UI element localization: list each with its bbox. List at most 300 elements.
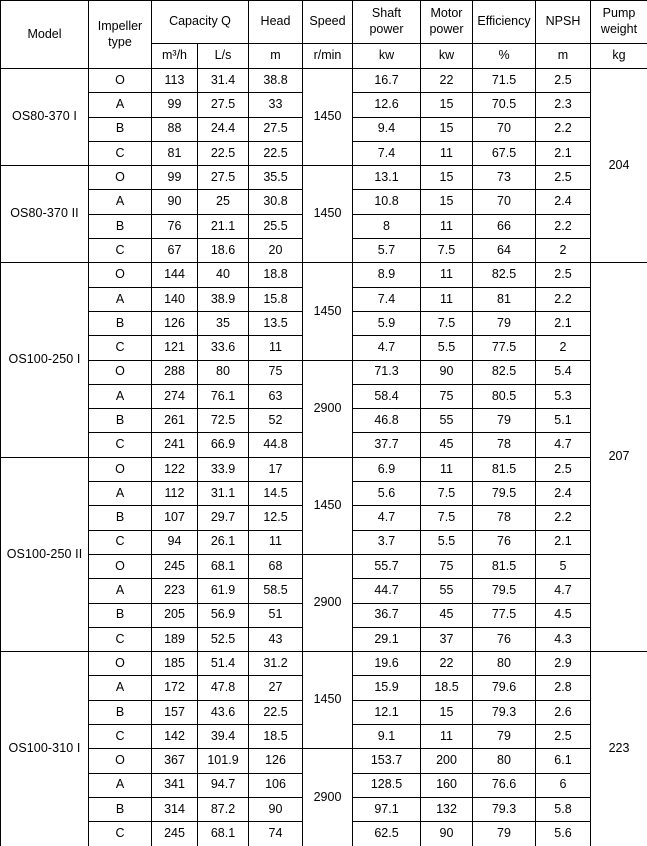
efficiency-cell: 71.5 (473, 69, 536, 93)
capacity-m3h-cell: 126 (152, 311, 198, 335)
motor-power-cell: 18.5 (421, 676, 473, 700)
npsh-cell: 2.1 (536, 530, 591, 554)
header-capacity: Capacity Q (152, 1, 249, 44)
head-cell: 35.5 (249, 166, 303, 190)
motor-power-cell: 55 (421, 409, 473, 433)
npsh-cell: 2.5 (536, 457, 591, 481)
table-row (1, 652, 647, 676)
capacity-ls-cell: 43.6 (198, 700, 249, 724)
head-cell: 31.2 (249, 652, 303, 676)
motor-power-cell: 15 (421, 93, 473, 117)
speed-cell: 2900 (303, 554, 353, 651)
capacity-ls-cell: 101.9 (198, 749, 249, 773)
capacity-ls-cell: 18.6 (198, 239, 249, 263)
shaft-power-cell: 9.1 (353, 725, 421, 749)
npsh-cell: 6.1 (536, 749, 591, 773)
impeller-type-cell: A (89, 384, 152, 408)
npsh-cell: 2.4 (536, 482, 591, 506)
motor-power-cell: 11 (421, 457, 473, 481)
npsh-cell: 2.2 (536, 214, 591, 238)
npsh-cell: 2.6 (536, 700, 591, 724)
impeller-type-cell: O (89, 457, 152, 481)
capacity-ls-cell: 80 (198, 360, 249, 384)
npsh-cell: 5.3 (536, 384, 591, 408)
motor-power-cell: 11 (421, 141, 473, 165)
capacity-m3h-cell: 90 (152, 190, 198, 214)
efficiency-cell: 76.6 (473, 773, 536, 797)
impeller-type-cell: C (89, 530, 152, 554)
shaft-power-cell: 13.1 (353, 166, 421, 190)
capacity-m3h-cell: 142 (152, 725, 198, 749)
shaft-power-cell: 44.7 (353, 579, 421, 603)
model-cell: OS80-370 I (1, 69, 89, 166)
shaft-power-cell: 153.7 (353, 749, 421, 773)
shaft-power-cell: 8.9 (353, 263, 421, 287)
head-cell: 44.8 (249, 433, 303, 457)
shaft-power-cell: 4.7 (353, 336, 421, 360)
motor-power-cell: 11 (421, 725, 473, 749)
capacity-ls-cell: 94.7 (198, 773, 249, 797)
capacity-m3h-cell: 185 (152, 652, 198, 676)
motor-power-cell: 45 (421, 433, 473, 457)
motor-power-cell: 15 (421, 700, 473, 724)
capacity-ls-cell: 21.1 (198, 214, 249, 238)
shaft-power-cell: 10.8 (353, 190, 421, 214)
capacity-ls-cell: 22.5 (198, 141, 249, 165)
table-row (1, 360, 647, 384)
efficiency-cell: 79.3 (473, 700, 536, 724)
header-model: Model (1, 1, 89, 69)
head-cell: 14.5 (249, 482, 303, 506)
shaft-power-cell: 62.5 (353, 822, 421, 846)
efficiency-cell: 81.5 (473, 554, 536, 578)
motor-power-cell: 75 (421, 554, 473, 578)
capacity-ls-cell: 27.5 (198, 93, 249, 117)
npsh-cell: 2.1 (536, 141, 591, 165)
impeller-type-cell: O (89, 652, 152, 676)
head-cell: 18.8 (249, 263, 303, 287)
capacity-m3h-cell: 245 (152, 822, 198, 846)
npsh-cell: 4.3 (536, 627, 591, 651)
capacity-ls-cell: 38.9 (198, 287, 249, 311)
efficiency-cell: 80 (473, 652, 536, 676)
impeller-type-cell: A (89, 287, 152, 311)
head-cell: 58.5 (249, 579, 303, 603)
capacity-m3h-cell: 81 (152, 141, 198, 165)
impeller-type-cell: O (89, 69, 152, 93)
head-cell: 22.5 (249, 141, 303, 165)
motor-power-cell: 15 (421, 190, 473, 214)
shaft-power-cell: 7.4 (353, 287, 421, 311)
table-header (1, 1, 647, 69)
head-cell: 11 (249, 336, 303, 360)
npsh-cell: 2.2 (536, 287, 591, 311)
capacity-m3h-cell: 140 (152, 287, 198, 311)
shaft-power-cell: 97.1 (353, 797, 421, 821)
capacity-m3h-cell: 223 (152, 579, 198, 603)
efficiency-cell: 70 (473, 117, 536, 141)
head-cell: 43 (249, 627, 303, 651)
capacity-ls-cell: 25 (198, 190, 249, 214)
head-cell: 12.5 (249, 506, 303, 530)
capacity-ls-cell: 52.5 (198, 627, 249, 651)
efficiency-cell: 80 (473, 749, 536, 773)
capacity-m3h-cell: 314 (152, 797, 198, 821)
npsh-cell: 2.5 (536, 725, 591, 749)
head-cell: 38.8 (249, 69, 303, 93)
capacity-ls-cell: 29.7 (198, 506, 249, 530)
capacity-ls-cell: 56.9 (198, 603, 249, 627)
head-cell: 68 (249, 554, 303, 578)
motor-power-cell: 7.5 (421, 311, 473, 335)
capacity-m3h-cell: 122 (152, 457, 198, 481)
head-cell: 30.8 (249, 190, 303, 214)
shaft-power-cell: 7.4 (353, 141, 421, 165)
impeller-type-cell: A (89, 773, 152, 797)
model-cell: OS80-370 II (1, 166, 89, 263)
head-cell: 25.5 (249, 214, 303, 238)
model-cell: OS100-310 I (1, 652, 89, 846)
efficiency-cell: 77.5 (473, 603, 536, 627)
header-motor-power (421, 1, 473, 44)
capacity-m3h-cell: 99 (152, 166, 198, 190)
npsh-cell: 5.1 (536, 409, 591, 433)
speed-cell: 2900 (303, 749, 353, 846)
motor-power-cell: 132 (421, 797, 473, 821)
header-efficiency: Efficiency (473, 1, 536, 44)
npsh-cell: 4.7 (536, 579, 591, 603)
efficiency-cell: 79.3 (473, 797, 536, 821)
impeller-type-cell: B (89, 603, 152, 627)
efficiency-cell: 82.5 (473, 360, 536, 384)
table-row (1, 263, 647, 287)
model-cell: OS100-250 II (1, 457, 89, 651)
efficiency-cell: 80.5 (473, 384, 536, 408)
npsh-cell: 2.2 (536, 117, 591, 141)
capacity-m3h-cell: 88 (152, 117, 198, 141)
impeller-type-cell: C (89, 141, 152, 165)
impeller-type-cell: C (89, 336, 152, 360)
pump-weight-cell: 204 (591, 69, 647, 263)
capacity-ls-cell: 40 (198, 263, 249, 287)
efficiency-cell: 79 (473, 311, 536, 335)
shaft-power-cell: 71.3 (353, 360, 421, 384)
impeller-type-cell: A (89, 676, 152, 700)
motor-power-cell: 15 (421, 166, 473, 190)
npsh-cell: 2 (536, 239, 591, 263)
efficiency-cell: 82.5 (473, 263, 536, 287)
impeller-type-cell: O (89, 263, 152, 287)
efficiency-cell: 81.5 (473, 457, 536, 481)
shaft-power-cell: 46.8 (353, 409, 421, 433)
capacity-m3h-cell: 112 (152, 482, 198, 506)
table-row (1, 69, 647, 93)
unit-pump-weight: kg (591, 44, 647, 69)
shaft-power-cell: 36.7 (353, 603, 421, 627)
head-cell: 15.8 (249, 287, 303, 311)
head-cell: 52 (249, 409, 303, 433)
unit-shaft-power: kw (353, 44, 421, 69)
motor-power-cell: 90 (421, 360, 473, 384)
speed-cell: 1450 (303, 166, 353, 263)
head-cell: 90 (249, 797, 303, 821)
table-row (1, 554, 647, 578)
header-impeller-type-line2: type (108, 34, 132, 49)
motor-power-cell: 11 (421, 214, 473, 238)
capacity-m3h-cell: 99 (152, 93, 198, 117)
capacity-ls-cell: 39.4 (198, 725, 249, 749)
table-row (1, 749, 647, 773)
impeller-type-cell: B (89, 797, 152, 821)
motor-power-cell: 15 (421, 117, 473, 141)
capacity-ls-cell: 31.1 (198, 482, 249, 506)
capacity-m3h-cell: 261 (152, 409, 198, 433)
unit-speed: r/min (303, 44, 353, 69)
motor-power-cell: 160 (421, 773, 473, 797)
capacity-m3h-cell: 189 (152, 627, 198, 651)
shaft-power-cell: 9.4 (353, 117, 421, 141)
npsh-cell: 6 (536, 773, 591, 797)
capacity-ls-cell: 24.4 (198, 117, 249, 141)
shaft-power-cell: 16.7 (353, 69, 421, 93)
impeller-type-cell: A (89, 579, 152, 603)
capacity-ls-cell: 27.5 (198, 166, 249, 190)
unit-capacity-m3h: m³/h (152, 44, 198, 69)
motor-power-cell: 22 (421, 652, 473, 676)
unit-npsh: m (536, 44, 591, 69)
npsh-cell: 2 (536, 336, 591, 360)
unit-efficiency: % (473, 44, 536, 69)
npsh-cell: 4.5 (536, 603, 591, 627)
motor-power-cell: 55 (421, 579, 473, 603)
head-cell: 51 (249, 603, 303, 627)
npsh-cell: 2.5 (536, 263, 591, 287)
unit-motor-power: kw (421, 44, 473, 69)
efficiency-cell: 78 (473, 433, 536, 457)
efficiency-cell: 78 (473, 506, 536, 530)
npsh-cell: 5 (536, 554, 591, 578)
capacity-ls-cell: 31.4 (198, 69, 249, 93)
head-cell: 74 (249, 822, 303, 846)
header-pump-weight (591, 1, 647, 44)
impeller-type-cell: A (89, 190, 152, 214)
motor-power-cell: 200 (421, 749, 473, 773)
capacity-m3h-cell: 157 (152, 700, 198, 724)
motor-power-cell: 7.5 (421, 239, 473, 263)
shaft-power-cell: 3.7 (353, 530, 421, 554)
shaft-power-cell: 37.7 (353, 433, 421, 457)
head-cell: 126 (249, 749, 303, 773)
impeller-type-cell: A (89, 93, 152, 117)
head-cell: 75 (249, 360, 303, 384)
impeller-type-cell: B (89, 700, 152, 724)
npsh-cell: 5.6 (536, 822, 591, 846)
shaft-power-cell: 5.7 (353, 239, 421, 263)
efficiency-cell: 76 (473, 627, 536, 651)
impeller-type-cell: B (89, 409, 152, 433)
header-head: Head (249, 1, 303, 44)
pump-weight-cell: 207 (591, 263, 647, 652)
capacity-m3h-cell: 121 (152, 336, 198, 360)
capacity-ls-cell: 26.1 (198, 530, 249, 554)
npsh-cell: 2.5 (536, 166, 591, 190)
impeller-type-cell: C (89, 239, 152, 263)
npsh-cell: 5.4 (536, 360, 591, 384)
head-cell: 33 (249, 93, 303, 117)
capacity-m3h-cell: 107 (152, 506, 198, 530)
motor-power-cell: 22 (421, 69, 473, 93)
head-cell: 22.5 (249, 700, 303, 724)
npsh-cell: 2.9 (536, 652, 591, 676)
impeller-type-cell: O (89, 166, 152, 190)
npsh-cell: 4.7 (536, 433, 591, 457)
impeller-type-cell: A (89, 482, 152, 506)
capacity-m3h-cell: 245 (152, 554, 198, 578)
capacity-ls-cell: 68.1 (198, 554, 249, 578)
capacity-ls-cell: 51.4 (198, 652, 249, 676)
motor-power-cell: 45 (421, 603, 473, 627)
table-row (1, 457, 647, 481)
efficiency-cell: 79.6 (473, 676, 536, 700)
speed-cell: 1450 (303, 457, 353, 554)
capacity-ls-cell: 33.9 (198, 457, 249, 481)
head-cell: 106 (249, 773, 303, 797)
impeller-type-cell: O (89, 749, 152, 773)
head-cell: 27 (249, 676, 303, 700)
motor-power-cell: 7.5 (421, 482, 473, 506)
header-speed: Speed (303, 1, 353, 44)
impeller-type-cell: B (89, 311, 152, 335)
capacity-m3h-cell: 113 (152, 69, 198, 93)
shaft-power-cell: 8 (353, 214, 421, 238)
impeller-type-cell: O (89, 554, 152, 578)
capacity-m3h-cell: 274 (152, 384, 198, 408)
header-motor-power-line2: power (429, 22, 464, 36)
shaft-power-cell: 55.7 (353, 554, 421, 578)
motor-power-cell: 11 (421, 263, 473, 287)
capacity-m3h-cell: 67 (152, 239, 198, 263)
speed-cell: 2900 (303, 360, 353, 457)
header-impeller-type-line1: Impeller (97, 18, 143, 33)
impeller-type-cell: C (89, 433, 152, 457)
header-shaft-power: Shaft power (353, 1, 421, 44)
capacity-m3h-cell: 144 (152, 263, 198, 287)
shaft-power-cell: 12.1 (353, 700, 421, 724)
impeller-type-cell: B (89, 117, 152, 141)
capacity-m3h-cell: 341 (152, 773, 198, 797)
efficiency-cell: 79.5 (473, 482, 536, 506)
impeller-type-cell: C (89, 627, 152, 651)
shaft-power-cell: 5.6 (353, 482, 421, 506)
efficiency-cell: 70 (473, 190, 536, 214)
header-row-main (1, 1, 647, 44)
efficiency-cell: 64 (473, 239, 536, 263)
header-npsh: NPSH (536, 1, 591, 44)
unit-head: m (249, 44, 303, 69)
impeller-type-cell: C (89, 822, 152, 846)
capacity-ls-cell: 33.6 (198, 336, 249, 360)
efficiency-cell: 66 (473, 214, 536, 238)
motor-power-cell: 5.5 (421, 336, 473, 360)
head-cell: 11 (249, 530, 303, 554)
efficiency-cell: 79 (473, 725, 536, 749)
shaft-power-cell: 4.7 (353, 506, 421, 530)
capacity-m3h-cell: 76 (152, 214, 198, 238)
head-cell: 18.5 (249, 725, 303, 749)
npsh-cell: 2.4 (536, 190, 591, 214)
npsh-cell: 2.8 (536, 676, 591, 700)
npsh-cell: 2.3 (536, 93, 591, 117)
header-motor-power-line1: Motor (430, 6, 463, 21)
pump-weight-cell: 223 (591, 652, 647, 846)
efficiency-cell: 79.5 (473, 579, 536, 603)
npsh-cell: 2.1 (536, 311, 591, 335)
motor-power-cell: 5.5 (421, 530, 473, 554)
capacity-ls-cell: 76.1 (198, 384, 249, 408)
shaft-power-cell: 29.1 (353, 627, 421, 651)
npsh-cell: 5.8 (536, 797, 591, 821)
efficiency-cell: 79 (473, 822, 536, 846)
shaft-power-cell: 15.9 (353, 676, 421, 700)
efficiency-cell: 81 (473, 287, 536, 311)
capacity-m3h-cell: 172 (152, 676, 198, 700)
motor-power-cell: 37 (421, 627, 473, 651)
capacity-ls-cell: 68.1 (198, 822, 249, 846)
capacity-ls-cell: 61.9 (198, 579, 249, 603)
capacity-ls-cell: 47.8 (198, 676, 249, 700)
unit-capacity-ls: L/s (198, 44, 249, 69)
capacity-m3h-cell: 205 (152, 603, 198, 627)
capacity-m3h-cell: 241 (152, 433, 198, 457)
shaft-power-cell: 128.5 (353, 773, 421, 797)
table-row (1, 166, 647, 190)
capacity-m3h-cell: 94 (152, 530, 198, 554)
impeller-type-cell: B (89, 214, 152, 238)
efficiency-cell: 76 (473, 530, 536, 554)
motor-power-cell: 90 (421, 822, 473, 846)
capacity-ls-cell: 35 (198, 311, 249, 335)
head-cell: 17 (249, 457, 303, 481)
head-cell: 13.5 (249, 311, 303, 335)
capacity-ls-cell: 66.9 (198, 433, 249, 457)
head-cell: 27.5 (249, 117, 303, 141)
motor-power-cell: 7.5 (421, 506, 473, 530)
efficiency-cell: 70.5 (473, 93, 536, 117)
header-pump-weight-line1: Pump (602, 6, 636, 21)
speed-cell: 1450 (303, 69, 353, 166)
table-body (1, 69, 647, 846)
head-cell: 20 (249, 239, 303, 263)
model-cell: OS100-250 I (1, 263, 89, 457)
capacity-m3h-cell: 288 (152, 360, 198, 384)
impeller-type-cell: B (89, 506, 152, 530)
efficiency-cell: 67.5 (473, 141, 536, 165)
motor-power-cell: 11 (421, 287, 473, 311)
capacity-ls-cell: 72.5 (198, 409, 249, 433)
capacity-m3h-cell: 367 (152, 749, 198, 773)
shaft-power-cell: 58.4 (353, 384, 421, 408)
npsh-cell: 2.2 (536, 506, 591, 530)
head-cell: 63 (249, 384, 303, 408)
capacity-ls-cell: 87.2 (198, 797, 249, 821)
speed-cell: 1450 (303, 263, 353, 360)
header-pump-weight-line2: weight (600, 22, 638, 36)
speed-cell: 1450 (303, 652, 353, 749)
impeller-type-cell: C (89, 725, 152, 749)
motor-power-cell: 75 (421, 384, 473, 408)
shaft-power-cell: 12.6 (353, 93, 421, 117)
efficiency-cell: 77.5 (473, 336, 536, 360)
